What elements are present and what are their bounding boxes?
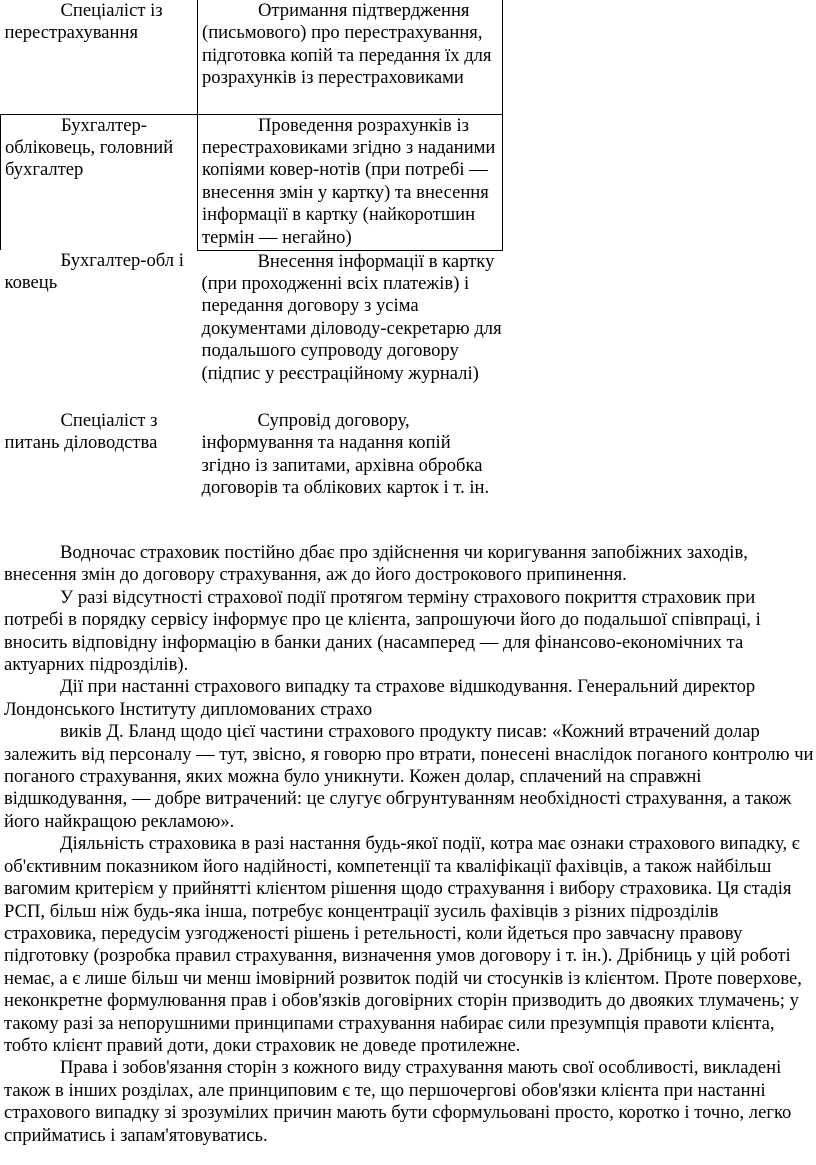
table-cell-task: Внесення інформації в картку (при проходженні всіх платежів) і передання договору з усіма документами діловоду-секретарю для подальшого супроводу договору (підпис у реєстраційному журналі) [201, 250, 502, 384]
responsibility-table [0, 0, 503, 522]
table-row [1, 410, 503, 522]
table-cell-task: Супровід договору, інформування та надання копій згідно із запитами, архівна обробка договорів та облікових карток і т. ін. [201, 410, 490, 499]
paragraph: Водночас страховик постійно дбає про здійснення чи коригування запобіжних заходів, внесення змін до договору страхування, аж до його дострокового припинення. [4, 542, 748, 586]
table-row [1, 114, 503, 250]
table-cell-role: Спеціаліст з питань діловодства [4, 410, 158, 454]
paragraph: Діяльність страховика в разі настання будь-якої події, котра має ознаки страхового випадку, є об'єктивним показником його надійності, компетенції та кваліфікації фахівців, а також найбільш вагомим критерієм у прийнятті клієнтом рішення щодо страхування і вибору страховика. Ця стадія РСП, більш ніж будь-яка інша, потребує концентрації зусиль фахівців з різних підрозділів страховика, передусім узгодженості рішень і ретельності, коли йдеться про завчасну правову підготовку (розробка правил страхування, визначення умов договору і т. ін.). Дрібниць у цій роботі немає, а є лише більш чи менш імовірний розвиток подій чи стосунків із клієнтом. Проте поверхове, неконкретне формулювання прав і обов'язків договірних сторін призводить до двояких тлумачень; у такому разі за непорушними принципами страхування набирає сили презумпція правоти клієнта, тобто клієнт правий доти, доки страховик не доведе протилежне. [4, 833, 802, 1056]
table-cell-role: Бухгалтер-обліковець, головний бухгалтер [1, 114, 198, 250]
table-row [1, 0, 503, 114]
paragraph: У разі відсутності страхової події протягом терміну страхового покриття страховик при потребі в порядку сервісу інформує про це клієнта, запрошуючи його до подальшої співпраці, і вносить відповідну інформацію в банки даних (насамперед — для фінансово-економічних та актуарних підрозділів). [4, 586, 761, 676]
paragraph: виків Д. Бланд щодо цієї частини страхового продукту писав: «Кожний втрачений долар залежить від персоналу — тут, звісно, я говорю про втрати, понесені внаслідок поганого контролю чи поганого страхування, яких можна було уникнути. Кожен долар, сплачений на справжні відшкодування, — добре витрачений: це слугує обгрунтуванням необхідності страхування, а також його найкращою рекламою». [4, 721, 814, 832]
paragraph: Права і зобов'язання сторін з кожного виду страхування мають свої особливості, викладені також в інших розділах, але принциповим є те, що першочергові обов'язки клієнта при настанні страхового випадку зі зрозумілих причин мають бути сформульовані просто, коротко і точно, легко сприйматись і запам'ятовуватись. [4, 1057, 792, 1146]
table-cell-task: Проведення розрахунків із перестраховиками згідно з наданими копіями ковер-нотів (при потребі — внесення змін у картку) та внесення інформації в картку (найкоротшин термін — негайно) [198, 114, 503, 250]
table-cell-role: Бухгалтер-обл і ковець [4, 250, 184, 294]
table-row [1, 250, 503, 410]
table-cell-task: Отримання підтвердження (письмового) про перестрахування, підготовка копій та передання їх для розрахунків із перестраховиками [198, 0, 503, 114]
body-text [4, 542, 814, 1147]
table-cell-role: Спеціаліст із перестрахування [1, 0, 198, 114]
paragraph: Дії при настанні страхового випадку та страхове відшкодування. Генеральний директор Лондонського Інституту дипломованих страхо [4, 676, 756, 720]
